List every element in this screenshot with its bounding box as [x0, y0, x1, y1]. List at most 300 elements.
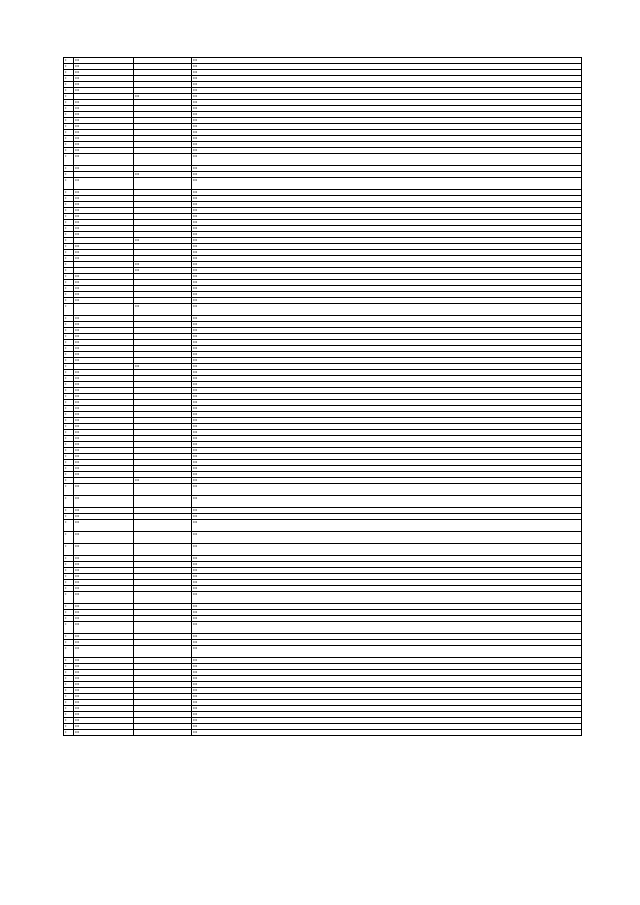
row-number: • — [64, 148, 74, 154]
address-cell: ••• — [192, 658, 582, 664]
row-number: • — [64, 136, 74, 142]
cadastral-number: ••• — [74, 688, 134, 694]
cadastral-number: ••• — [74, 676, 134, 682]
row-number: • — [64, 568, 74, 574]
address-cell: ••• — [192, 688, 582, 694]
address-cell: ••• — [192, 316, 582, 322]
row-number: • — [64, 178, 74, 190]
row-number: • — [64, 610, 74, 616]
address-cell: ••• — [192, 400, 582, 406]
cadastral-number: ••• — [74, 358, 134, 364]
row-number: • — [64, 244, 74, 250]
address-cell: ••• — [192, 454, 582, 460]
cadastral-number: ••• — [74, 730, 134, 736]
cadastral-number: ••• — [74, 724, 134, 730]
cadastral-number: ••• — [74, 562, 134, 568]
row-number: • — [64, 574, 74, 580]
address-cell: ••• — [192, 520, 582, 532]
cadastral-number: ••• — [74, 70, 134, 76]
cadastral-number: ••• — [74, 352, 134, 358]
secondary-cadastral-number: ••• — [134, 172, 192, 178]
secondary-cadastral-number: ••• — [134, 478, 192, 484]
address-cell: ••• — [192, 64, 582, 70]
cadastral-number: ••• — [74, 124, 134, 130]
address-cell: ••• — [192, 208, 582, 214]
cadastral-number: ••• — [74, 346, 134, 352]
row-number: • — [64, 712, 74, 718]
row-number: • — [64, 640, 74, 646]
row-number: • — [64, 130, 74, 136]
address-cell: ••• — [192, 676, 582, 682]
row-number: • — [64, 292, 74, 298]
cadastral-number: ••• — [74, 226, 134, 232]
address-cell: ••• — [192, 76, 582, 82]
cadastral-number: ••• — [74, 484, 134, 496]
row-number: • — [64, 64, 74, 70]
address-cell: ••• — [192, 226, 582, 232]
address-cell: ••• — [192, 376, 582, 382]
cadastral-number: ••• — [74, 76, 134, 82]
address-cell: ••• — [192, 712, 582, 718]
row-number: • — [64, 226, 74, 232]
row-number: • — [64, 562, 74, 568]
secondary-cadastral-number: ••• — [134, 262, 192, 268]
cadastral-number: ••• — [74, 256, 134, 262]
address-cell: ••• — [192, 268, 582, 274]
row-number: • — [64, 166, 74, 172]
cadastral-number: ••• — [74, 448, 134, 454]
address-cell: ••• — [192, 682, 582, 688]
cadastral-number: ••• — [74, 82, 134, 88]
address-cell: ••• — [192, 328, 582, 334]
cadastral-number: ••• — [74, 112, 134, 118]
cadastral-number: ••• — [74, 646, 134, 658]
address-cell: ••• — [192, 616, 582, 622]
row-number: • — [64, 274, 74, 280]
address-cell: ••• — [192, 496, 582, 508]
address-cell: ••• — [192, 610, 582, 616]
cadastral-number: ••• — [74, 454, 134, 460]
secondary-cadastral-number — [134, 484, 192, 496]
address-cell: ••• — [192, 88, 582, 94]
cadastral-number: ••• — [74, 106, 134, 112]
row-number: • — [64, 70, 74, 76]
address-cell: ••• — [192, 394, 582, 400]
address-cell: ••• — [192, 484, 582, 496]
address-cell: ••• — [192, 124, 582, 130]
row-number: • — [64, 94, 74, 100]
row-number: • — [64, 394, 74, 400]
cadastral-number: ••• — [74, 118, 134, 124]
row-number: • — [64, 478, 74, 484]
secondary-cadastral-number: ••• — [134, 364, 192, 370]
cadastral-number: ••• — [74, 154, 134, 166]
cadastral-number: ••• — [74, 556, 134, 562]
address-cell: ••• — [192, 322, 582, 328]
address-cell: ••• — [192, 298, 582, 304]
address-cell: ••• — [192, 100, 582, 106]
row-number: • — [64, 280, 74, 286]
address-cell: ••• — [192, 292, 582, 298]
address-cell: ••• — [192, 250, 582, 256]
table-row — [64, 484, 582, 496]
secondary-cadastral-number: ••• — [134, 268, 192, 274]
cadastral-number: ••• — [74, 436, 134, 442]
cadastral-number: ••• — [74, 190, 134, 196]
cadastral-number: ••• — [74, 58, 134, 64]
address-cell: ••• — [192, 508, 582, 514]
row-number: • — [64, 196, 74, 202]
row-number: • — [64, 202, 74, 208]
row-number: • — [64, 406, 74, 412]
address-cell: ••• — [192, 304, 582, 316]
row-number: • — [64, 670, 74, 676]
address-cell: ••• — [192, 358, 582, 364]
address-cell: ••• — [192, 70, 582, 76]
address-cell: ••• — [192, 190, 582, 196]
cadastral-number: ••• — [74, 400, 134, 406]
register-body — [64, 58, 582, 736]
table-row — [64, 592, 582, 604]
row-number: • — [64, 208, 74, 214]
table-row — [64, 532, 582, 544]
address-cell: ••• — [192, 424, 582, 430]
row-number: • — [64, 298, 74, 304]
row-number: • — [64, 82, 74, 88]
address-cell: ••• — [192, 700, 582, 706]
row-number: • — [64, 340, 74, 346]
cadastral-number: ••• — [74, 406, 134, 412]
cadastral-number: ••• — [74, 580, 134, 586]
secondary-cadastral-number — [134, 178, 192, 190]
address-cell: ••• — [192, 82, 582, 88]
cadastral-register-table — [63, 57, 582, 736]
cadastral-number: ••• — [74, 670, 134, 676]
cadastral-number: ••• — [74, 544, 134, 556]
row-number: • — [64, 322, 74, 328]
cadastral-number: ••• — [74, 328, 134, 334]
secondary-cadastral-number — [134, 730, 192, 736]
table-row — [64, 646, 582, 658]
secondary-cadastral-number — [134, 520, 192, 532]
secondary-cadastral-number — [134, 622, 192, 634]
table-row — [64, 178, 582, 190]
row-number: • — [64, 316, 74, 322]
address-cell: ••• — [192, 106, 582, 112]
cadastral-number: ••• — [74, 208, 134, 214]
row-number: • — [64, 682, 74, 688]
address-cell: ••• — [192, 532, 582, 544]
address-cell: ••• — [192, 694, 582, 700]
cadastral-number: ••• — [74, 514, 134, 520]
cadastral-number: ••• — [74, 622, 134, 634]
row-number: • — [64, 694, 74, 700]
row-number: • — [64, 334, 74, 340]
row-number: • — [64, 106, 74, 112]
address-cell: ••• — [192, 370, 582, 376]
cadastral-number: ••• — [74, 340, 134, 346]
row-number: • — [64, 100, 74, 106]
address-cell: ••• — [192, 166, 582, 172]
row-number: • — [64, 676, 74, 682]
address-cell: ••• — [192, 460, 582, 466]
cadastral-number: ••• — [74, 718, 134, 724]
cadastral-number: ••• — [74, 706, 134, 712]
cadastral-number: ••• — [74, 286, 134, 292]
cadastral-number: ••• — [74, 418, 134, 424]
address-cell: ••• — [192, 634, 582, 640]
address-cell: ••• — [192, 214, 582, 220]
row-number: • — [64, 364, 74, 370]
row-number: • — [64, 418, 74, 424]
address-cell: ••• — [192, 604, 582, 610]
address-cell: ••• — [192, 238, 582, 244]
row-number: • — [64, 268, 74, 274]
secondary-cadastral-number — [134, 496, 192, 508]
cadastral-number: ••• — [74, 532, 134, 544]
row-number: • — [64, 286, 74, 292]
address-cell: ••• — [192, 670, 582, 676]
row-number: • — [64, 436, 74, 442]
cadastral-number: ••• — [74, 520, 134, 532]
cadastral-number: ••• — [74, 130, 134, 136]
cadastral-number: ••• — [74, 712, 134, 718]
row-number: • — [64, 424, 74, 430]
row-number: • — [64, 592, 74, 604]
row-number: • — [64, 352, 74, 358]
table-row — [64, 496, 582, 508]
row-number: • — [64, 370, 74, 376]
row-number: • — [64, 580, 74, 586]
address-cell: ••• — [192, 148, 582, 154]
row-number: • — [64, 556, 74, 562]
address-cell: ••• — [192, 664, 582, 670]
address-cell: ••• — [192, 58, 582, 64]
row-number: • — [64, 124, 74, 130]
address-cell: ••• — [192, 262, 582, 268]
address-cell: ••• — [192, 280, 582, 286]
cadastral-number: ••• — [74, 202, 134, 208]
cadastral-number: ••• — [74, 412, 134, 418]
cadastral-number — [74, 304, 134, 316]
address-cell: ••• — [192, 94, 582, 100]
address-cell: ••• — [192, 556, 582, 562]
address-cell: ••• — [192, 574, 582, 580]
row-number: • — [64, 382, 74, 388]
row-number: • — [64, 460, 74, 466]
address-cell: ••• — [192, 640, 582, 646]
cadastral-number: ••• — [74, 64, 134, 70]
row-number: • — [64, 388, 74, 394]
row-number: • — [64, 622, 74, 634]
row-number: • — [64, 586, 74, 592]
address-cell: ••• — [192, 430, 582, 436]
cadastral-number: ••• — [74, 394, 134, 400]
table-row — [64, 730, 582, 736]
address-cell: ••• — [192, 130, 582, 136]
address-cell: ••• — [192, 592, 582, 604]
address-cell: ••• — [192, 448, 582, 454]
cadastral-number: ••• — [74, 610, 134, 616]
cadastral-number: ••• — [74, 640, 134, 646]
address-cell: ••• — [192, 388, 582, 394]
address-cell: ••• — [192, 256, 582, 262]
row-number: • — [64, 58, 74, 64]
address-cell: ••• — [192, 202, 582, 208]
row-number: • — [64, 154, 74, 166]
row-number: • — [64, 88, 74, 94]
cadastral-number: ••• — [74, 508, 134, 514]
row-number: • — [64, 220, 74, 226]
address-cell: ••• — [192, 244, 582, 250]
row-number: • — [64, 256, 74, 262]
row-number: • — [64, 604, 74, 610]
row-number: • — [64, 112, 74, 118]
address-cell: ••• — [192, 562, 582, 568]
row-number: • — [64, 664, 74, 670]
cadastral-number: ••• — [74, 292, 134, 298]
row-number: • — [64, 76, 74, 82]
address-cell: ••• — [192, 334, 582, 340]
cadastral-number: ••• — [74, 298, 134, 304]
address-cell: ••• — [192, 514, 582, 520]
cadastral-number: ••• — [74, 196, 134, 202]
cadastral-number: ••• — [74, 334, 134, 340]
address-cell: ••• — [192, 382, 582, 388]
cadastral-number: ••• — [74, 682, 134, 688]
cadastral-number: ••• — [74, 430, 134, 436]
address-cell: ••• — [192, 730, 582, 736]
row-number: • — [64, 250, 74, 256]
secondary-cadastral-number — [134, 592, 192, 604]
row-number: • — [64, 544, 74, 556]
cadastral-number: ••• — [74, 460, 134, 466]
table-row — [64, 154, 582, 166]
address-cell: ••• — [192, 568, 582, 574]
secondary-cadastral-number — [134, 154, 192, 166]
row-number: • — [64, 718, 74, 724]
row-number: • — [64, 724, 74, 730]
table-row — [64, 544, 582, 556]
address-cell: ••• — [192, 178, 582, 190]
row-number: • — [64, 412, 74, 418]
cadastral-number: ••• — [74, 166, 134, 172]
cadastral-number: ••• — [74, 496, 134, 508]
address-cell: ••• — [192, 544, 582, 556]
cadastral-number: ••• — [74, 280, 134, 286]
cadastral-number: ••• — [74, 244, 134, 250]
cadastral-number: ••• — [74, 442, 134, 448]
address-cell: ••• — [192, 112, 582, 118]
address-cell: ••• — [192, 442, 582, 448]
row-number: • — [64, 706, 74, 712]
row-number: • — [64, 520, 74, 532]
cadastral-number: ••• — [74, 700, 134, 706]
address-cell: ••• — [192, 472, 582, 478]
address-cell: ••• — [192, 352, 582, 358]
row-number: • — [64, 346, 74, 352]
row-number: • — [64, 496, 74, 508]
row-number: • — [64, 454, 74, 460]
row-number: • — [64, 514, 74, 520]
cadastral-number: ••• — [74, 100, 134, 106]
row-number: • — [64, 442, 74, 448]
address-cell: ••• — [192, 286, 582, 292]
row-number: • — [64, 730, 74, 736]
row-number: • — [64, 484, 74, 496]
row-number: • — [64, 646, 74, 658]
row-number: • — [64, 304, 74, 316]
address-cell: ••• — [192, 478, 582, 484]
row-number: • — [64, 448, 74, 454]
row-number: • — [64, 232, 74, 238]
cadastral-number: ••• — [74, 376, 134, 382]
cadastral-number: ••• — [74, 424, 134, 430]
address-cell: ••• — [192, 586, 582, 592]
cadastral-number: ••• — [74, 634, 134, 640]
row-number: • — [64, 700, 74, 706]
address-cell: ••• — [192, 406, 582, 412]
row-number: • — [64, 400, 74, 406]
row-number: • — [64, 532, 74, 544]
row-number: • — [64, 688, 74, 694]
address-cell: ••• — [192, 646, 582, 658]
cadastral-number: ••• — [74, 604, 134, 610]
cadastral-number: ••• — [74, 88, 134, 94]
row-number: • — [64, 118, 74, 124]
cadastral-number: ••• — [74, 136, 134, 142]
row-number: • — [64, 172, 74, 178]
cadastral-number: ••• — [74, 658, 134, 664]
address-cell: ••• — [192, 118, 582, 124]
row-number: • — [64, 238, 74, 244]
cadastral-number: ••• — [74, 148, 134, 154]
row-number: • — [64, 616, 74, 622]
row-number: • — [64, 634, 74, 640]
secondary-cadastral-number — [134, 544, 192, 556]
cadastral-number: ••• — [74, 388, 134, 394]
row-number: • — [64, 358, 74, 364]
cadastral-number: ••• — [74, 592, 134, 604]
address-cell: ••• — [192, 232, 582, 238]
cadastral-number: ••• — [74, 466, 134, 472]
address-cell: ••• — [192, 196, 582, 202]
row-number: • — [64, 376, 74, 382]
table-row — [64, 520, 582, 532]
row-number: • — [64, 466, 74, 472]
address-cell: ••• — [192, 466, 582, 472]
address-cell: ••• — [192, 346, 582, 352]
address-cell: ••• — [192, 154, 582, 166]
address-cell: ••• — [192, 364, 582, 370]
cadastral-number: ••• — [74, 142, 134, 148]
row-number: • — [64, 328, 74, 334]
secondary-cadastral-number: ••• — [134, 304, 192, 316]
cadastral-number: ••• — [74, 472, 134, 478]
address-cell: ••• — [192, 418, 582, 424]
address-cell: ••• — [192, 436, 582, 442]
address-cell: ••• — [192, 220, 582, 226]
row-number: • — [64, 214, 74, 220]
address-cell: ••• — [192, 172, 582, 178]
cadastral-number: ••• — [74, 214, 134, 220]
address-cell: ••• — [192, 706, 582, 712]
address-cell: ••• — [192, 718, 582, 724]
table-row — [64, 304, 582, 316]
cadastral-number: ••• — [74, 316, 134, 322]
row-number: • — [64, 262, 74, 268]
cadastral-number: ••• — [74, 370, 134, 376]
